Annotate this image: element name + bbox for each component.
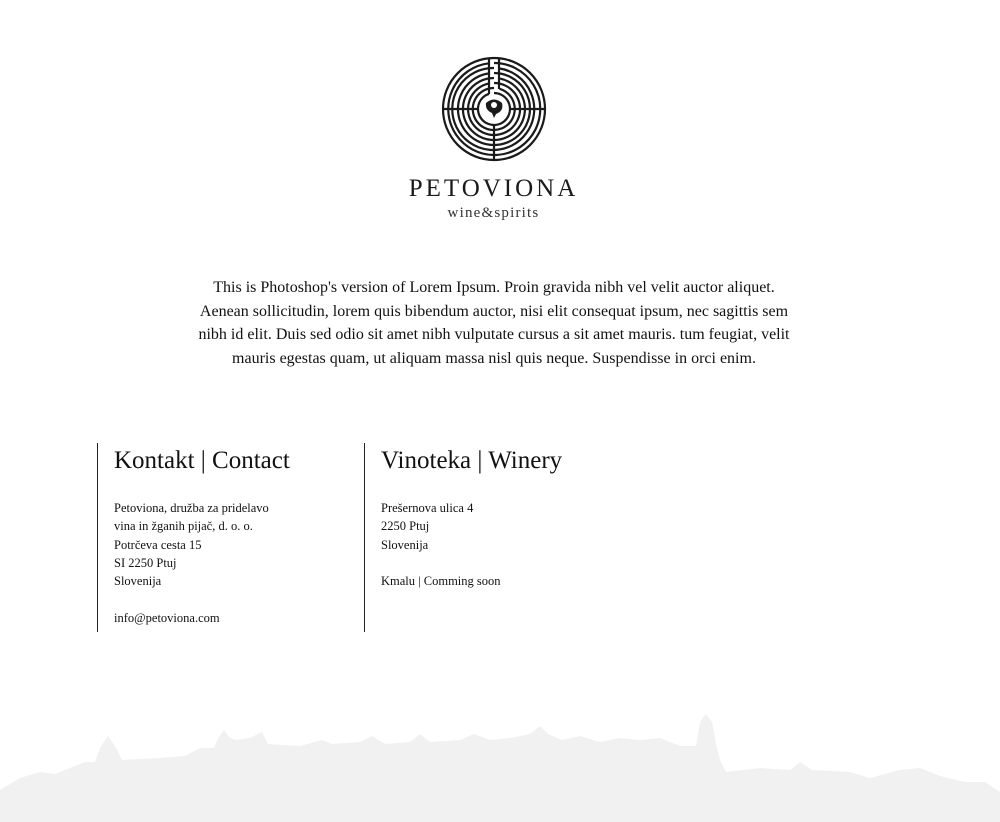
contact-email-link[interactable]: info@petoviona.com: [114, 610, 220, 625]
winery-status: Kmalu | Comming soon: [381, 574, 501, 589]
contact-heading: Kontakt | Contact: [114, 447, 290, 474]
brand-tagline: wine&spirits: [447, 205, 540, 221]
company-line-1: Petoviona, družba za pridelavo: [114, 501, 269, 515]
winery-heading: Vinoteka | Winery: [381, 447, 563, 474]
spacer: [381, 554, 664, 572]
site-logo: [0, 56, 987, 222]
brand-name: PETOVIONA: [408, 175, 579, 202]
company-line-2: vina in žganih pijač, d. o. o.: [114, 519, 253, 534]
contact-address: [114, 499, 357, 627]
contact-city: SI 2250 Ptuj: [114, 555, 177, 570]
winery-city: 2250 Ptuj: [381, 519, 430, 534]
intro-paragraph: This is Photoshop's version of Lorem Ipsum. Proin gravida nibh vel velit auctor aliquet. Aenean sollicitudin, lorem quis bibendum auctor, nisi elit consequat ipsum, nec sagittis sem nibh id elit. Duis sed odio sit amet nibh vulputate cursus a sit amet mauris. tum feugiat, velit mauris egestas quam, ut aliquam massa nisl quis neque. Suspendisse in orci enim.: [198, 279, 790, 367]
contact-street: Potrčeva cesta 15: [114, 537, 202, 552]
contact-section: [97, 443, 357, 632]
labyrinth-logo-icon: [441, 56, 547, 162]
spacer: [114, 590, 357, 608]
winery-section: [364, 443, 664, 632]
town-skyline-silhouette: [0, 712, 1000, 822]
winery-country: Slovenija: [381, 537, 429, 552]
winery-address: [381, 499, 664, 590]
contact-country: Slovenija: [114, 574, 162, 589]
winery-street: Prešernova ulica 4: [381, 501, 474, 515]
